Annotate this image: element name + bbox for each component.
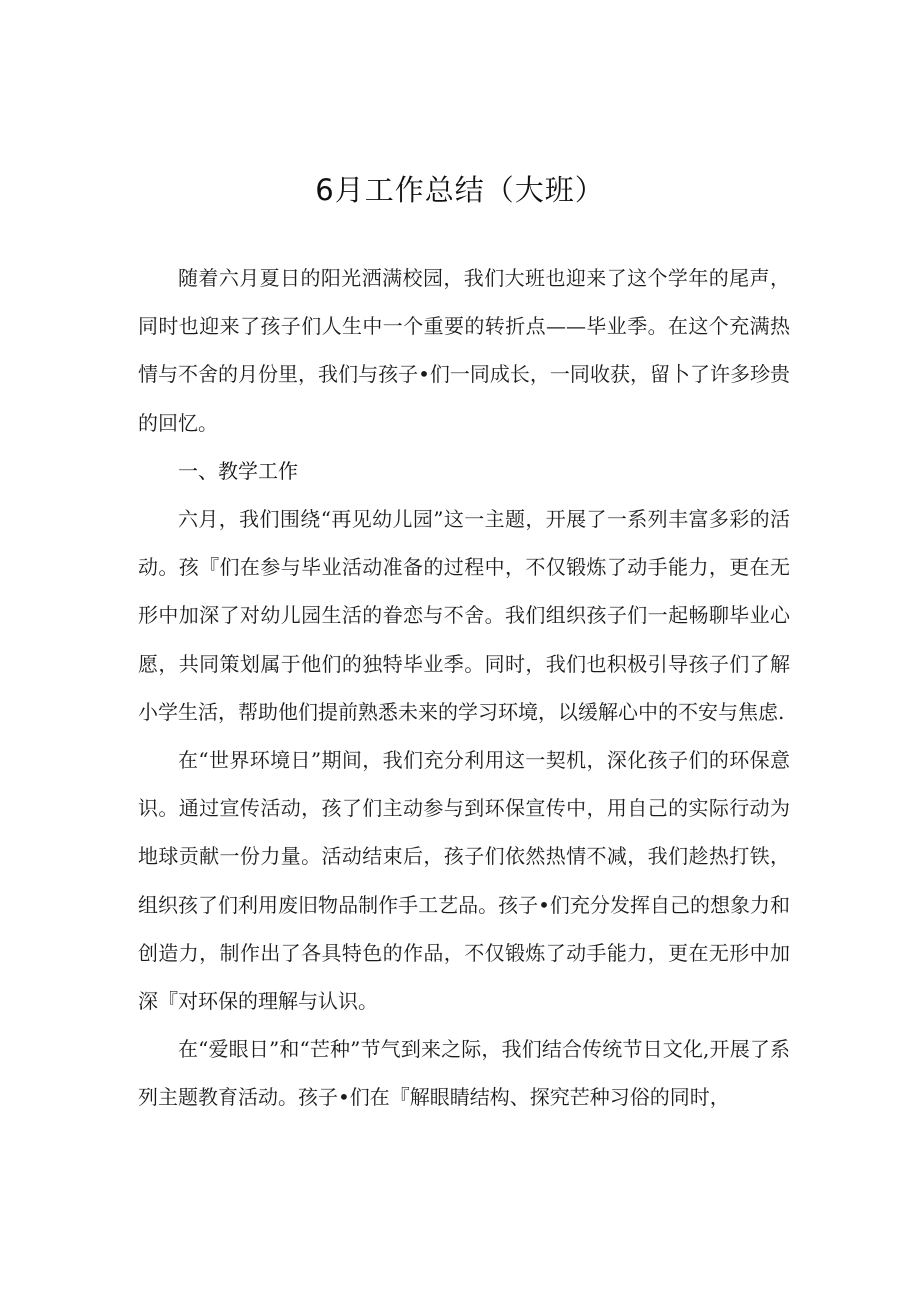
- document-title: 6月工作总结（大班）: [315, 173, 605, 207]
- section-heading-teaching: 一、教学工作: [178, 458, 298, 483]
- teaching-paragraph-3: 在“爱眼日”和“芒种”节气到来之际，我们结合传统节日文化,开展了系列主题教育活动。孩子•们在『解眼睛结构、探究芒种习俗的同时，: [138, 1037, 790, 1110]
- teaching-paragraph-1: 六月，我们围绕“再见幼儿园”这一主题，开展了一系列丰富多彩的活动。孩『们在参与毕业活动准备的过程中，不仅锻炼了动手能力，更在无形中加深了对幼儿园生活的眷恋与不舍。我们组织孩子们一起畅聊毕业心愿，共同策划属于他们的独特毕业季。同时，我们也积极引导孩子们了解小学生活，帮助他们提前熟悉未来的学习环境，以缓解心中的不安与焦虑.: [138, 507, 790, 724]
- document-body: [138, 254, 790, 1122]
- teaching-paragraph-2: 在“世界环境日”期间，我们充分利用这一契机，深化孩子们的环保意识。通过宣传活动，孩了们主动参与到环保宣传中，用自己的实际行动为地球贡献一份力量。活动结束后，孩子们依然热情不减，我们趁热打铁，组织孩了们利用废旧物品制作手工艺品。孩子•们充分发挥自己的想象力和创造力，制作出了各具特色的作品，不仅锻炼了动手能力，更在无形中加深『对环保的理解与认识。: [138, 748, 790, 1014]
- intro-paragraph: 随着六月夏日的阳光洒满校园，我们大班也迎来了这个学年的尾声，同时也迎来了孩子们人生中一个重要的转折点——毕业季。在这个充满热情与不舍的月份里，我们与孩子•们一同成长，一同收获，留卜了许多珍贵的回忆。: [138, 266, 790, 435]
